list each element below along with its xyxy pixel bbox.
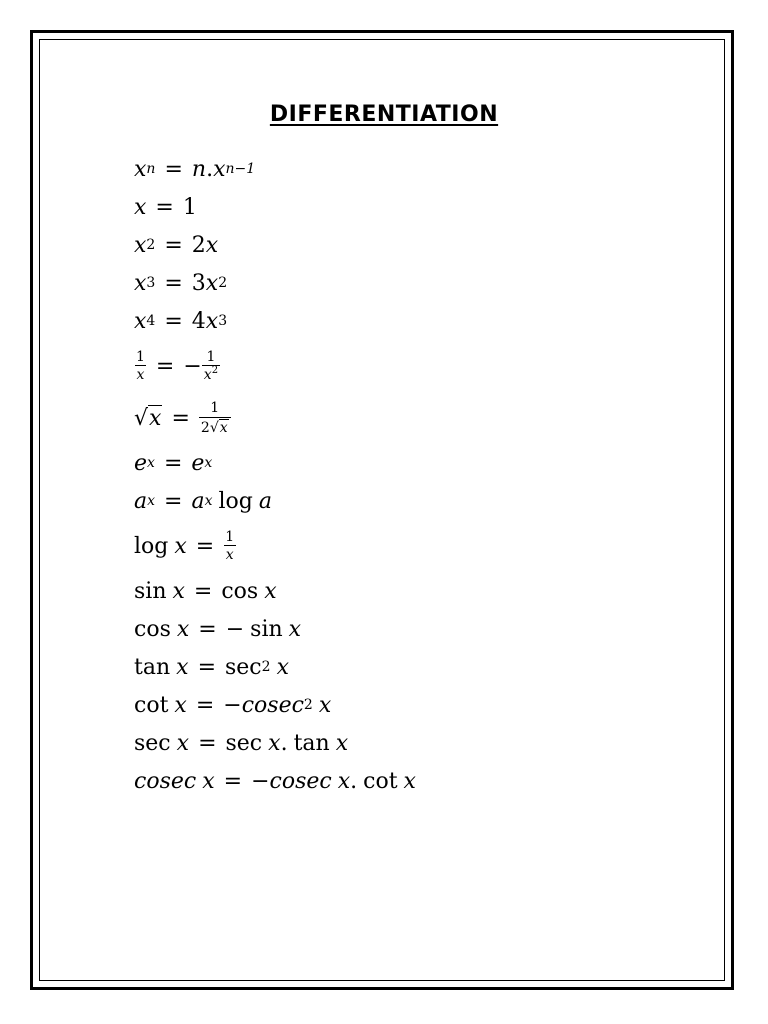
formula-tangent: tan x = sec 2 x (134, 654, 289, 680)
formula-reciprocal: $\frac{1}{x}$ = − $\frac{1}{x^2}$ (136, 348, 219, 383)
formula-cosecant: cosec x = − cosec x . cot x (134, 768, 416, 794)
square-root-sign: √ x (134, 406, 162, 431)
formula-square-root: √ x = 1 2 √ x (134, 392, 416, 444)
formula-x-cubed: x 3 = 3 x 2 (134, 270, 228, 296)
formula-x-squared: x 2 = 2 x (134, 232, 219, 258)
formula-exponential: e x = e x (134, 450, 213, 476)
fraction: 1 2 √ x (199, 400, 231, 435)
formula-x-fourth: x 4 = 4 x 3 (134, 308, 228, 334)
formula-cosine: cos x = − sin x (134, 616, 302, 642)
formula-power-rule: x n = n . x n−1 (134, 156, 256, 182)
formula-secant: sec x = sec x . tan x (134, 730, 349, 756)
page-title: DIFFERENTIATION (269, 102, 499, 127)
formula-logarithm: log x = $\frac{1}{x}$ (134, 528, 235, 563)
fraction: $\frac{1}{x}$ (136, 348, 145, 383)
formula-x: x = 1 (134, 194, 197, 220)
fraction: $\frac{1}{x^2}$ (203, 348, 219, 383)
fraction: $\frac{1}{x}$ (225, 528, 235, 563)
formula-cotangent: cot x = − cosec 2 x (134, 692, 332, 718)
formula-general-exponential: a x = a x log a (134, 488, 272, 514)
formula-list (134, 150, 416, 800)
formula-sine: sin x = cos x (134, 578, 277, 604)
